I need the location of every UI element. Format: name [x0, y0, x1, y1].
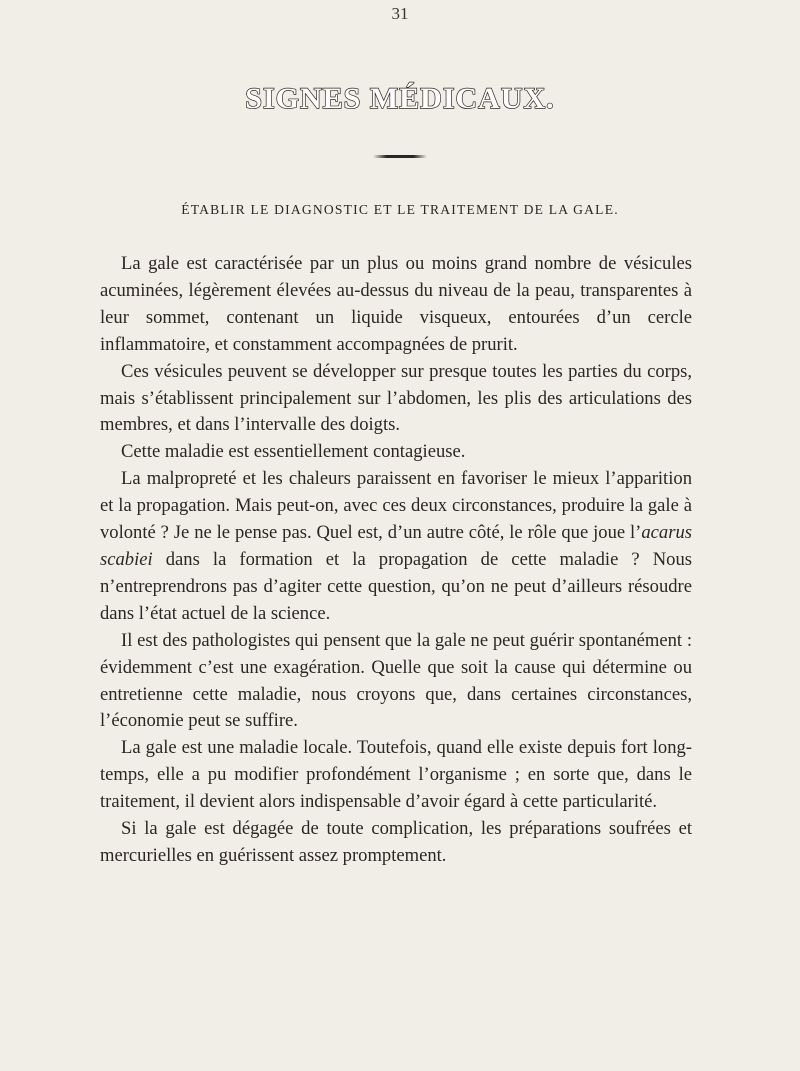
paragraph: Il est des pathologistes qui pensent que la gale ne peut guérir spontanément : évidemment c’est une exagération. Quelle que soit la cause qui détermine ou entretienne cette maladie, nous croyons que, dans certaines circonstances, l’économie peut se suffire.: [100, 629, 692, 732]
paragraph-text: La malpropreté et les chaleurs paraissent en favoriser le mieux l’apparition et la propagation. Mais peut-on, avec ces deux circonstances, produire la gale à volonté ? Je ne le pense pas. Quel est, d’un autre côté, le rôle que joue l’: [100, 468, 692, 544]
paragraph-text: dans la formation et la propagation de cette maladie ? Nous n’entreprendrons pas d’agiter cette question, qu’on ne peut d’ailleurs résoudre dans l’état actuel de la science.: [100, 548, 692, 624]
paragraph: Si la gale est dégagée de toute complication, les préparations soufrées et mercurielles en guérissent assez promptement.: [100, 818, 692, 866]
paragraph: Cette maladie est essentiellement contagieuse.: [121, 441, 466, 463]
page-number: 31: [391, 4, 409, 23]
ornamental-divider: [373, 155, 427, 158]
paragraph: La gale est caractérisée par un plus ou moins grand nombre de vésicules acuminées, légèrement élevées au-dessus du niveau de la peau, transparentes à leur sommet, contenant un liquide visqueux, entourées d’un cercle inflammatoire, et constamment accompagnées de prurit.: [100, 253, 692, 355]
latin-term: acarus scabiei: [100, 522, 692, 570]
body-text: [100, 251, 692, 870]
paragraph: La gale est une maladie locale. Toutefois, quand elle existe depuis fort long-temps, elle a pu modifier profondément l’organisme ; en sorte que, dans le traitement, il devient alors indispensable d’avoir égard à cette particularité.: [100, 737, 692, 813]
paragraph: [100, 466, 692, 627]
paragraph: Ces vésicules peuvent se développer sur presque toutes les parties du corps, mais s’établissent principalement sur l’abdomen, les plis des articulations des membres, et dans l’intervalle des doigts.: [100, 360, 692, 436]
section-title: SIGNES MÉDICAUX.: [245, 82, 555, 115]
section-subtitle: ÉTABLIR LE DIAGNOSTIC ET LE TRAITEMENT DE LA GALE.: [181, 202, 619, 217]
